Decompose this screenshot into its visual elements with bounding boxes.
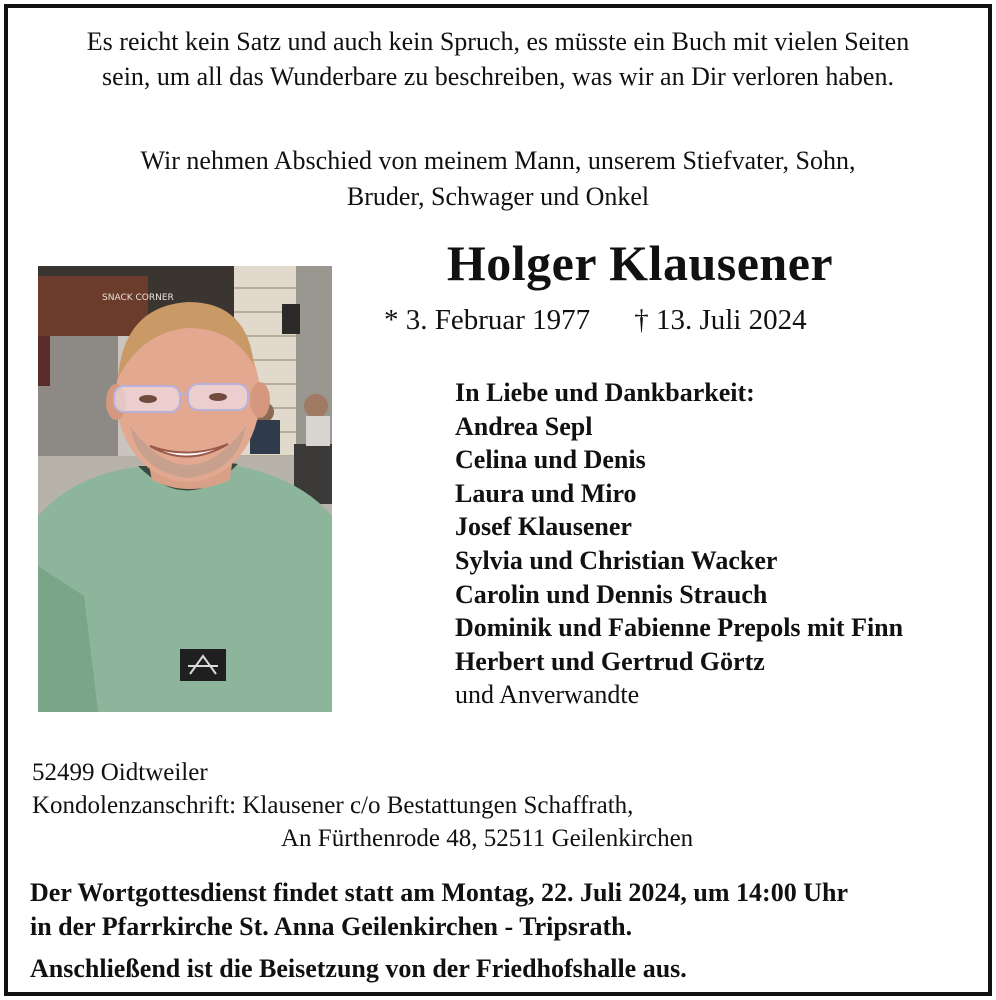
mourner-name: Carolin und Dennis Strauch — [455, 579, 768, 609]
portrait-photo — [38, 266, 332, 712]
mourner-name: Josef Klausener — [455, 512, 632, 542]
burial-line: Anschließend ist die Beisetzung von der Friedhofshalle aus. — [30, 954, 687, 983]
service-line: in der Pfarrkirche St. Anna Geilenkirchen - Tripsrath. — [30, 912, 633, 941]
mourner-name: Andrea Sepl — [455, 411, 593, 441]
death-date: † 13. Juli 2024 — [634, 304, 807, 336]
town-line: 52499 Oidtweiler — [32, 759, 208, 786]
mourner-name: Sylvia und Christian Wacker — [455, 545, 778, 575]
farewell-intro — [0, 143, 996, 215]
mourners-closing: und Anverwandte — [455, 680, 640, 710]
birth-date: * 3. Februar 1977 — [384, 304, 591, 336]
mourner-name: Celina und Denis — [455, 445, 646, 475]
mourners-heading: In Liebe und Dankbarkeit: — [455, 378, 755, 407]
mourner-name: Herbert und Gertrud Görtz — [455, 646, 765, 676]
condolence-address — [32, 756, 693, 855]
intro-line: Bruder, Schwager und Onkel — [346, 182, 650, 211]
opening-quote — [0, 24, 996, 94]
service-line: Der Wortgottesdienst findet statt am Montag, 22. Juli 2024, um 14:00 Uhr — [30, 878, 848, 907]
service-info — [30, 876, 848, 986]
quote-line: Es reicht kein Satz und auch kein Spruch, es müsste ein Buch mit vielen Seiten — [86, 27, 910, 56]
snack-sign: SNACK CORNER — [102, 293, 174, 303]
intro-line: Wir nehmen Abschied von meinem Mann, unserem Stiefvater, Sohn, — [140, 146, 856, 175]
mourners-list — [455, 376, 903, 712]
mourner-name: Laura und Miro — [455, 478, 637, 508]
condolence-line: Kondolenzanschrift: Klausener c/o Bestattungen Schaffrath, — [32, 792, 634, 819]
quote-line: sein, um all das Wunderbare zu beschreiben, was wir an Dir verloren haben. — [102, 62, 894, 91]
mourner-name: Dominik und Fabienne Prepols mit Finn — [455, 613, 904, 643]
life-dates — [384, 302, 807, 338]
deceased-name: Holger Klausener — [446, 235, 834, 291]
condolence-street: An Fürthenrode 48, 52511 Geilenkirchen — [281, 825, 694, 852]
